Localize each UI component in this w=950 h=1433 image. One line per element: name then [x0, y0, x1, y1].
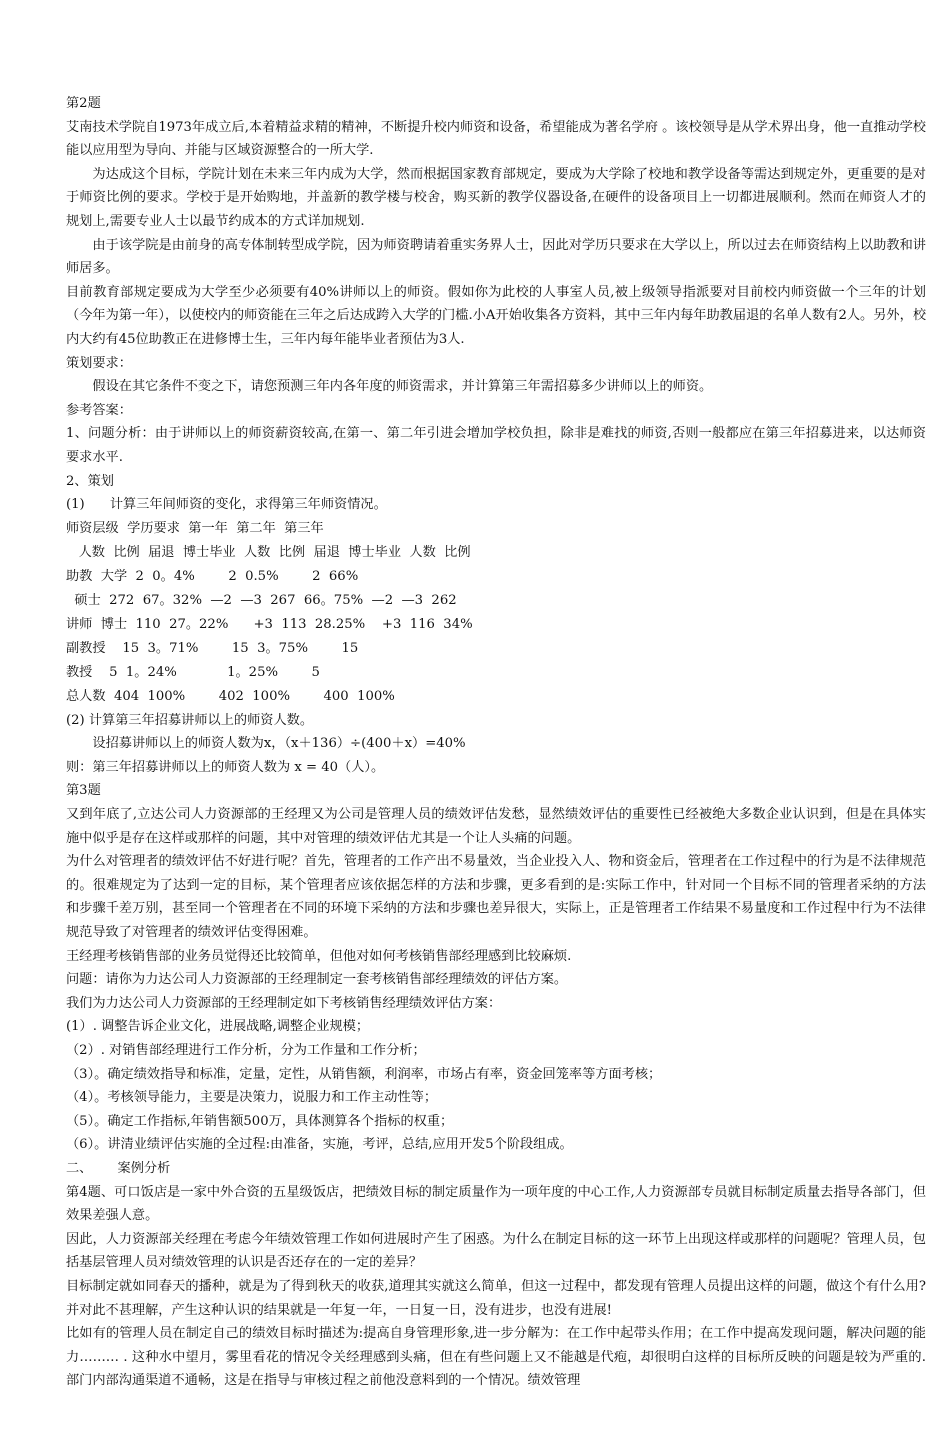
- q3-question: 问题：请你为力达公司人力资源部的王经理制定一套考核销售部经理绩效的评估方案。: [66, 972, 568, 988]
- list-item: （2）. 对销售部经理进行工作分析，分为工作量和工作分析；: [66, 1043, 426, 1058]
- q4-para-2: 因此，人力资源部关经理在考虑今年绩效管理工作如何进展时产生了困惑。为什么在制定目标的这一环节上出现这样或那样的问题呢？管理人员，包括基层管理人员对绩效管理的认识是否还存在的一定的差异？: [66, 1231, 926, 1271]
- q2-para-4: 目前教育部规定要成为大学至少必须要有40%讲师以上的师资。假如你为此校的人事室人员,被上级领导指派要对目前校内师资做一个三年的计划（今年为第一年），以使校内的师资能在三年之后达成跨入大学的门槛.小A开始收集各方资料，其中三年内每年助教届退的名单人数有2人。另外，校内大约有45位助教正在进修博士生，三年内每年能毕业者预估为3人.: [66, 284, 926, 347]
- table-row: 副教授 15 3。71% 15 3。75% 15: [66, 640, 359, 656]
- faculty-table: [66, 517, 926, 709]
- q2-para-3: 由于该学院是由前身的高专体制转型成学院，因为师资聘请着重实务界人士，因此对学历只要求在大学以上，所以过去在师资结构上以助教和讲师居多。: [66, 237, 926, 277]
- q4-para-4: 比如有的管理人员在制定自己的绩效目标时描述为:提高自身管理形象,进一步分解为：在工作中起带头作用；在工作中提高发现问题，解决问题的能力……… . 这种水中望月，雾里看花的情况令关经理感到头痛，但在有些问题上又不能越是代疱，却很明白这样的目标所反映的问题是较为严重的.部门内部沟通渠道不通畅，这是在指导与审核过程之前他没意料到的一个情况。绩效管理: [66, 1326, 926, 1389]
- q2-para-1: 艾南技术学院自1973年成立后,本着精益求精的精神，不断提升校内师资和设备，希望能成为著名学府 。该校领导是从学术界出身，他一直推动学校能以应用型为导向、并能与区域资源整合的一所大学.: [66, 119, 926, 159]
- table-row: 硕士 272 67。32% —2 —3 267 66。75% —2 —3 262: [66, 592, 457, 608]
- q2-answer-1: 1、问题分析：由于讲师以上的师资薪资较高,在第一、第二年引进会增加学校负担，除非是难找的师资,否则一般都应在第三年招募进来，以达师资要求水平.: [66, 426, 926, 465]
- table-row: 教授 5 1。24% 1。25% 5: [66, 664, 320, 680]
- list-item: （3）。确定绩效指导和标准，定量，定性，从销售额，利润率，市场占有率，资金回笼率等方面考核；: [66, 1066, 662, 1082]
- table-row: 人数 比例 届退 博士毕业 人数 比例 届退 博士毕业 人数 比例: [66, 544, 471, 560]
- q3-heading: 第3题: [66, 783, 101, 799]
- table-row: 总人数 404 100% 402 100% 400 100%: [66, 688, 395, 704]
- list-item: （4）。考核领导能力，主要是决策力，说服力和工作主动性等；: [66, 1090, 438, 1106]
- table-row: 师资层级 学历要求 第一年 第二年 第三年: [66, 520, 324, 536]
- q2-requirement-text: 假设在其它条件不变之下，请您预测三年内各年度的师资需求，并计算第三年需招募多少讲师以上的师资。: [92, 379, 713, 395]
- q2-result: 则：第三年招募讲师以上的师资人数为 x = 40（人）。: [66, 759, 385, 775]
- section-2-heading: 二、 案例分析: [66, 1160, 171, 1176]
- q3-para-3: 王经理考核销售部的业务员觉得还比较简单，但他对如何考核销售部经理感到比较麻烦.: [66, 948, 572, 964]
- list-item: （5）。确定工作指标,年销售额500万，具体测算各个指标的权重；: [66, 1113, 454, 1129]
- q3-plan-intro: 我们为力达公司人力资源部的王经理制定如下考核销售经理绩效评估方案：: [66, 995, 502, 1011]
- q3-para-2: 为什么对管理者的绩效评估不好进行呢？首先，管理者的工作产出不易量效，当企业投入人、物和资金后，管理者在工作过程中的行为是不法律规范的。很难规定为了达到一定的目标，某个管理者应该依据怎样的方法和步骤，更多看到的是:实际工作中，针对同一个目标不同的管理者采纳的方法和步骤千差万别，甚至同一个管理者在不同的环境下采纳的方法和步骤也差异很大，实际上，正是管理者工作结果不易量度和工作过程中行为不法律规范导致了对管理者的绩效评估变得困难。: [66, 854, 926, 941]
- list-item: （6）。讲清业绩评估实施的全过程:由准备，实施，考评，总结,应用开发5个阶段组成。: [66, 1137, 573, 1153]
- q3-para-1: 又到年底了,立达公司人力资源部的王经理又为公司是管理人员的绩效评估发愁，显然绩效评估的重要性已经被绝大多数企业认识到，但是在具体实施中似乎是存在这样或那样的问题，其中对管理的绩效评估尤其是一个让人头痛的问题。: [66, 807, 926, 846]
- table-row: 助教 大学 2 0。4% 2 0.5% 2 66%: [66, 568, 359, 584]
- q2-answer-2-label: 2、策划: [66, 473, 114, 489]
- q2-requirement-label: 策划要求：: [66, 355, 132, 371]
- q2-answer-2-step-1: (1) 计算三年间师资的变化，求得第三年师资情况。: [66, 497, 387, 513]
- document-body: [66, 92, 926, 1393]
- q2-answer-2-step-2: (2) 计算第三年招募讲师以上的师资人数。: [66, 712, 314, 728]
- q4-para-1: 第4题、可口饭店是一家中外合资的五星级饭店，把绩效目标的制定质量作为一项年度的中心工作,人力资源部专员就目标制定质量去指导各部门，但效果差强人意。: [66, 1184, 926, 1224]
- list-item: (1）. 调整告诉企业文化，进展战略,调整企业规模；: [66, 1019, 370, 1035]
- table-row: 讲师 博士 110 27。22% +3 113 28.25% +3 116 34%: [66, 616, 473, 632]
- q4-para-3: 目标制定就如同春天的播种，就是为了得到秋天的收获,道理其实就这么简单，但这一过程中，都发现有管理人员提出这样的问题，做这个有什么用?并对此不甚理解，产生这种认识的结果就是一年复一年，一日复一日，没有进步，也没有进展!: [66, 1278, 926, 1318]
- q2-answer-label: 参考答案：: [66, 402, 132, 418]
- q2-heading: 第2题: [66, 96, 101, 111]
- q2-para-2: 为达成这个目标，学院计划在未来三年内成为大学，然而根据国家教育部规定，要成为大学除了校地和教学设备等需达到规定外，更重要的是对于师资比例的要求。学校于是开始购地，并盖新的教学楼与校舍，购买新的教学仪器设备,在硬件的设备项目上一切都进展顺利。然而在师资人才的规划上,需要专业人士以最节约成本的方式详加规划.: [66, 166, 926, 229]
- q2-formula: 设招募讲师以上的师资人数为x，（x＋136）÷(400＋x）=40%: [92, 736, 466, 752]
